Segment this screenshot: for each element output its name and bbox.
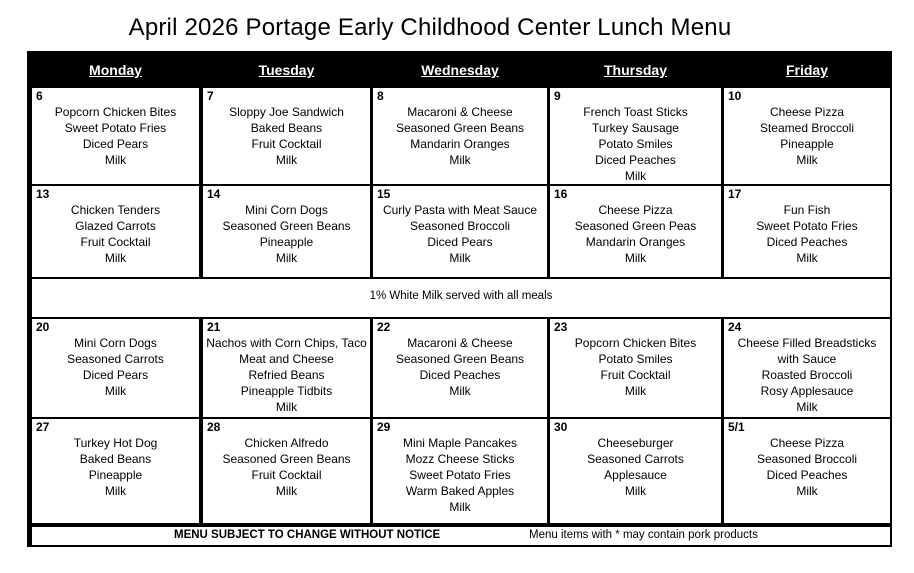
- menu-item: Meat and Cheese: [239, 352, 334, 366]
- header-wednesday: Wednesday: [421, 62, 499, 78]
- day-cell: [724, 88, 890, 184]
- day-cell: [373, 419, 547, 523]
- day-cell: [724, 186, 890, 277]
- menu-item: Steamed Broccoli: [759, 121, 855, 135]
- menu-item: Seasoned Green Beans: [395, 121, 525, 135]
- day-cell: [203, 319, 370, 417]
- menu-item: Seasoned Green Peas: [574, 219, 697, 233]
- menu-item: Milk: [624, 169, 647, 183]
- menu-item: Milk: [104, 153, 127, 167]
- menu-item: Cheese Pizza: [769, 105, 845, 119]
- header-friday: Friday: [785, 62, 828, 78]
- menu-item: Sweet Potato Fries: [756, 219, 858, 233]
- menu-item: Glazed Carrots: [75, 219, 156, 233]
- milk-note-row: [32, 279, 890, 317]
- day-cell: [32, 419, 199, 523]
- day-number: 22: [377, 320, 391, 334]
- menu-item: Popcorn Chicken Bites: [54, 105, 177, 119]
- menu-item: Chicken Tenders: [70, 203, 161, 217]
- menu-item: Warm Baked Apples: [405, 484, 515, 498]
- menu-item: Pineapple: [259, 235, 314, 249]
- menu-item: Pineapple Tidbits: [240, 384, 333, 398]
- day-number: 20: [36, 320, 50, 334]
- menu-item: Milk: [449, 153, 471, 167]
- menu-item: Milk: [624, 384, 647, 398]
- menu-item: Popcorn Chicken Bites: [574, 336, 697, 350]
- menu-item: Potato Smiles: [598, 352, 673, 366]
- day-number: 16: [554, 187, 568, 201]
- menu-item: Cheese Filled Breadsticks: [737, 336, 877, 350]
- menu-item: Milk: [449, 251, 471, 265]
- menu-item: Milk: [275, 484, 298, 498]
- menu-item: Diced Pears: [82, 137, 149, 151]
- menu-item: Macaroni & Cheese: [407, 336, 513, 350]
- day-cell: [724, 419, 890, 523]
- footer-row: [32, 527, 890, 545]
- menu-item: Roasted Broccoli: [761, 368, 853, 382]
- menu-item: Fruit Cocktail: [251, 468, 322, 482]
- menu-item: Milk: [796, 484, 818, 498]
- menu-item: Diced Peaches: [595, 153, 676, 167]
- page-title: April 2026 Portage Early Childhood Center Lunch Menu: [128, 14, 732, 41]
- menu-item: Sloppy Joe Sandwich: [229, 105, 344, 119]
- menu-item: Milk: [796, 400, 818, 414]
- day-number: 30: [554, 420, 568, 434]
- milk-note: 1% White Milk served with all meals: [369, 290, 553, 302]
- day-cell: [550, 319, 721, 417]
- menu-item: Potato Smiles: [598, 137, 673, 151]
- day-cell: [32, 186, 199, 277]
- day-cell: [373, 186, 547, 277]
- day-number: 6: [36, 89, 43, 103]
- menu-item: Milk: [275, 153, 298, 167]
- menu-item: Milk: [275, 400, 298, 414]
- menu-item: Milk: [104, 251, 127, 265]
- day-number: 7: [207, 89, 214, 103]
- day-cell: [203, 186, 370, 277]
- day-number: 29: [377, 420, 391, 434]
- menu-item: Milk: [449, 384, 471, 398]
- menu-item: Cheeseburger: [597, 436, 674, 450]
- menu-item: Diced Peaches: [419, 368, 501, 382]
- menu-item: Turkey Hot Dog: [73, 436, 158, 450]
- header-monday: Monday: [89, 62, 142, 78]
- day-number: 17: [728, 187, 742, 201]
- day-cell: [550, 88, 721, 184]
- day-number: 27: [36, 420, 50, 434]
- menu-item: Seasoned Carrots: [67, 352, 164, 366]
- menu-item: Sweet Potato Fries: [409, 468, 511, 482]
- menu-item: Seasoned Green Beans: [395, 352, 525, 366]
- menu-item: Cheese Pizza: [598, 203, 673, 217]
- menu-calendar: [27, 51, 892, 547]
- menu-item: Fruit Cocktail: [251, 137, 322, 151]
- menu-item: Diced Peaches: [766, 235, 848, 249]
- menu-item: Applesauce: [604, 468, 667, 482]
- day-number: 8: [377, 89, 384, 103]
- day-number: 23: [554, 320, 568, 334]
- menu-item: Seasoned Green Beans: [222, 452, 351, 466]
- menu-item: Milk: [796, 153, 818, 167]
- menu-item: Seasoned Broccoli: [756, 452, 858, 466]
- menu-item: Milk: [796, 251, 818, 265]
- menu-item: Diced Pears: [82, 368, 149, 382]
- day-cell: [203, 419, 370, 523]
- menu-item: Fruit Cocktail: [80, 235, 151, 249]
- day-number: 15: [377, 187, 391, 201]
- menu-item: Mini Maple Pancakes: [402, 436, 518, 450]
- menu-item: Curly Pasta with Meat Sauce: [382, 203, 538, 217]
- day-cell: [32, 319, 199, 417]
- menu-item: Mandarin Oranges: [410, 137, 510, 151]
- menu-item: Pineapple: [780, 137, 834, 151]
- menu-item: Sweet Potato Fries: [64, 121, 167, 135]
- menu-item: Chicken Alfredo: [244, 436, 329, 450]
- pork-notice: Menu items with * may contain pork products: [529, 529, 758, 541]
- menu-item: Diced Peaches: [766, 468, 848, 482]
- menu-item: Milk: [449, 500, 471, 514]
- menu-item: Milk: [104, 384, 127, 398]
- menu-item: Mandarin Oranges: [585, 235, 686, 249]
- day-number: 21: [207, 320, 221, 334]
- menu-item: Mozz Cheese Sticks: [405, 452, 515, 466]
- day-cell: [550, 186, 721, 277]
- menu-item: Cheese Pizza: [769, 436, 845, 450]
- menu-item: Pineapple: [88, 468, 143, 482]
- menu-change-notice: MENU SUBJECT TO CHANGE WITHOUT NOTICE: [174, 529, 441, 541]
- day-cell: [373, 319, 547, 417]
- menu-item: French Toast Sticks: [583, 105, 688, 119]
- day-cell: [550, 419, 721, 523]
- menu-item: Baked Beans: [250, 121, 323, 135]
- menu-item: Macaroni & Cheese: [407, 105, 513, 119]
- menu-item: Refried Beans: [248, 368, 325, 382]
- menu-item: Mini Corn Dogs: [74, 336, 157, 350]
- menu-item: Seasoned Green Beans: [222, 219, 351, 233]
- menu-item: with Sauce: [777, 352, 837, 366]
- menu-item: Mini Corn Dogs: [245, 203, 328, 217]
- day-number: 24: [728, 320, 742, 334]
- menu-item: Fruit Cocktail: [600, 368, 671, 382]
- menu-item: Rosy Applesauce: [760, 384, 854, 398]
- header-thursday: Thursday: [603, 62, 667, 78]
- menu-item: Seasoned Broccoli: [409, 219, 511, 233]
- header-tuesday: Tuesday: [258, 62, 315, 78]
- day-cell: [32, 88, 199, 184]
- menu-item: Milk: [104, 484, 127, 498]
- menu-item: Diced Pears: [427, 235, 493, 249]
- day-cell: [373, 88, 547, 184]
- day-number: 10: [728, 89, 742, 103]
- day-number: 28: [207, 420, 221, 434]
- menu-item: Milk: [624, 251, 647, 265]
- menu-item: Fun Fish: [783, 203, 831, 217]
- day-number: 9: [554, 89, 561, 103]
- day-number: 13: [36, 187, 50, 201]
- menu-item: Baked Beans: [79, 452, 152, 466]
- menu-item: Seasoned Carrots: [587, 452, 684, 466]
- menu-item: Milk: [275, 251, 298, 265]
- menu-item: Milk: [624, 484, 647, 498]
- menu-item: Turkey Sausage: [592, 121, 679, 135]
- day-number: 14: [207, 187, 221, 201]
- day-cell: [203, 88, 370, 184]
- day-number: 5/1: [728, 420, 745, 434]
- menu-item: Nachos with Corn Chips, Taco: [206, 336, 367, 350]
- day-cell: [724, 319, 890, 417]
